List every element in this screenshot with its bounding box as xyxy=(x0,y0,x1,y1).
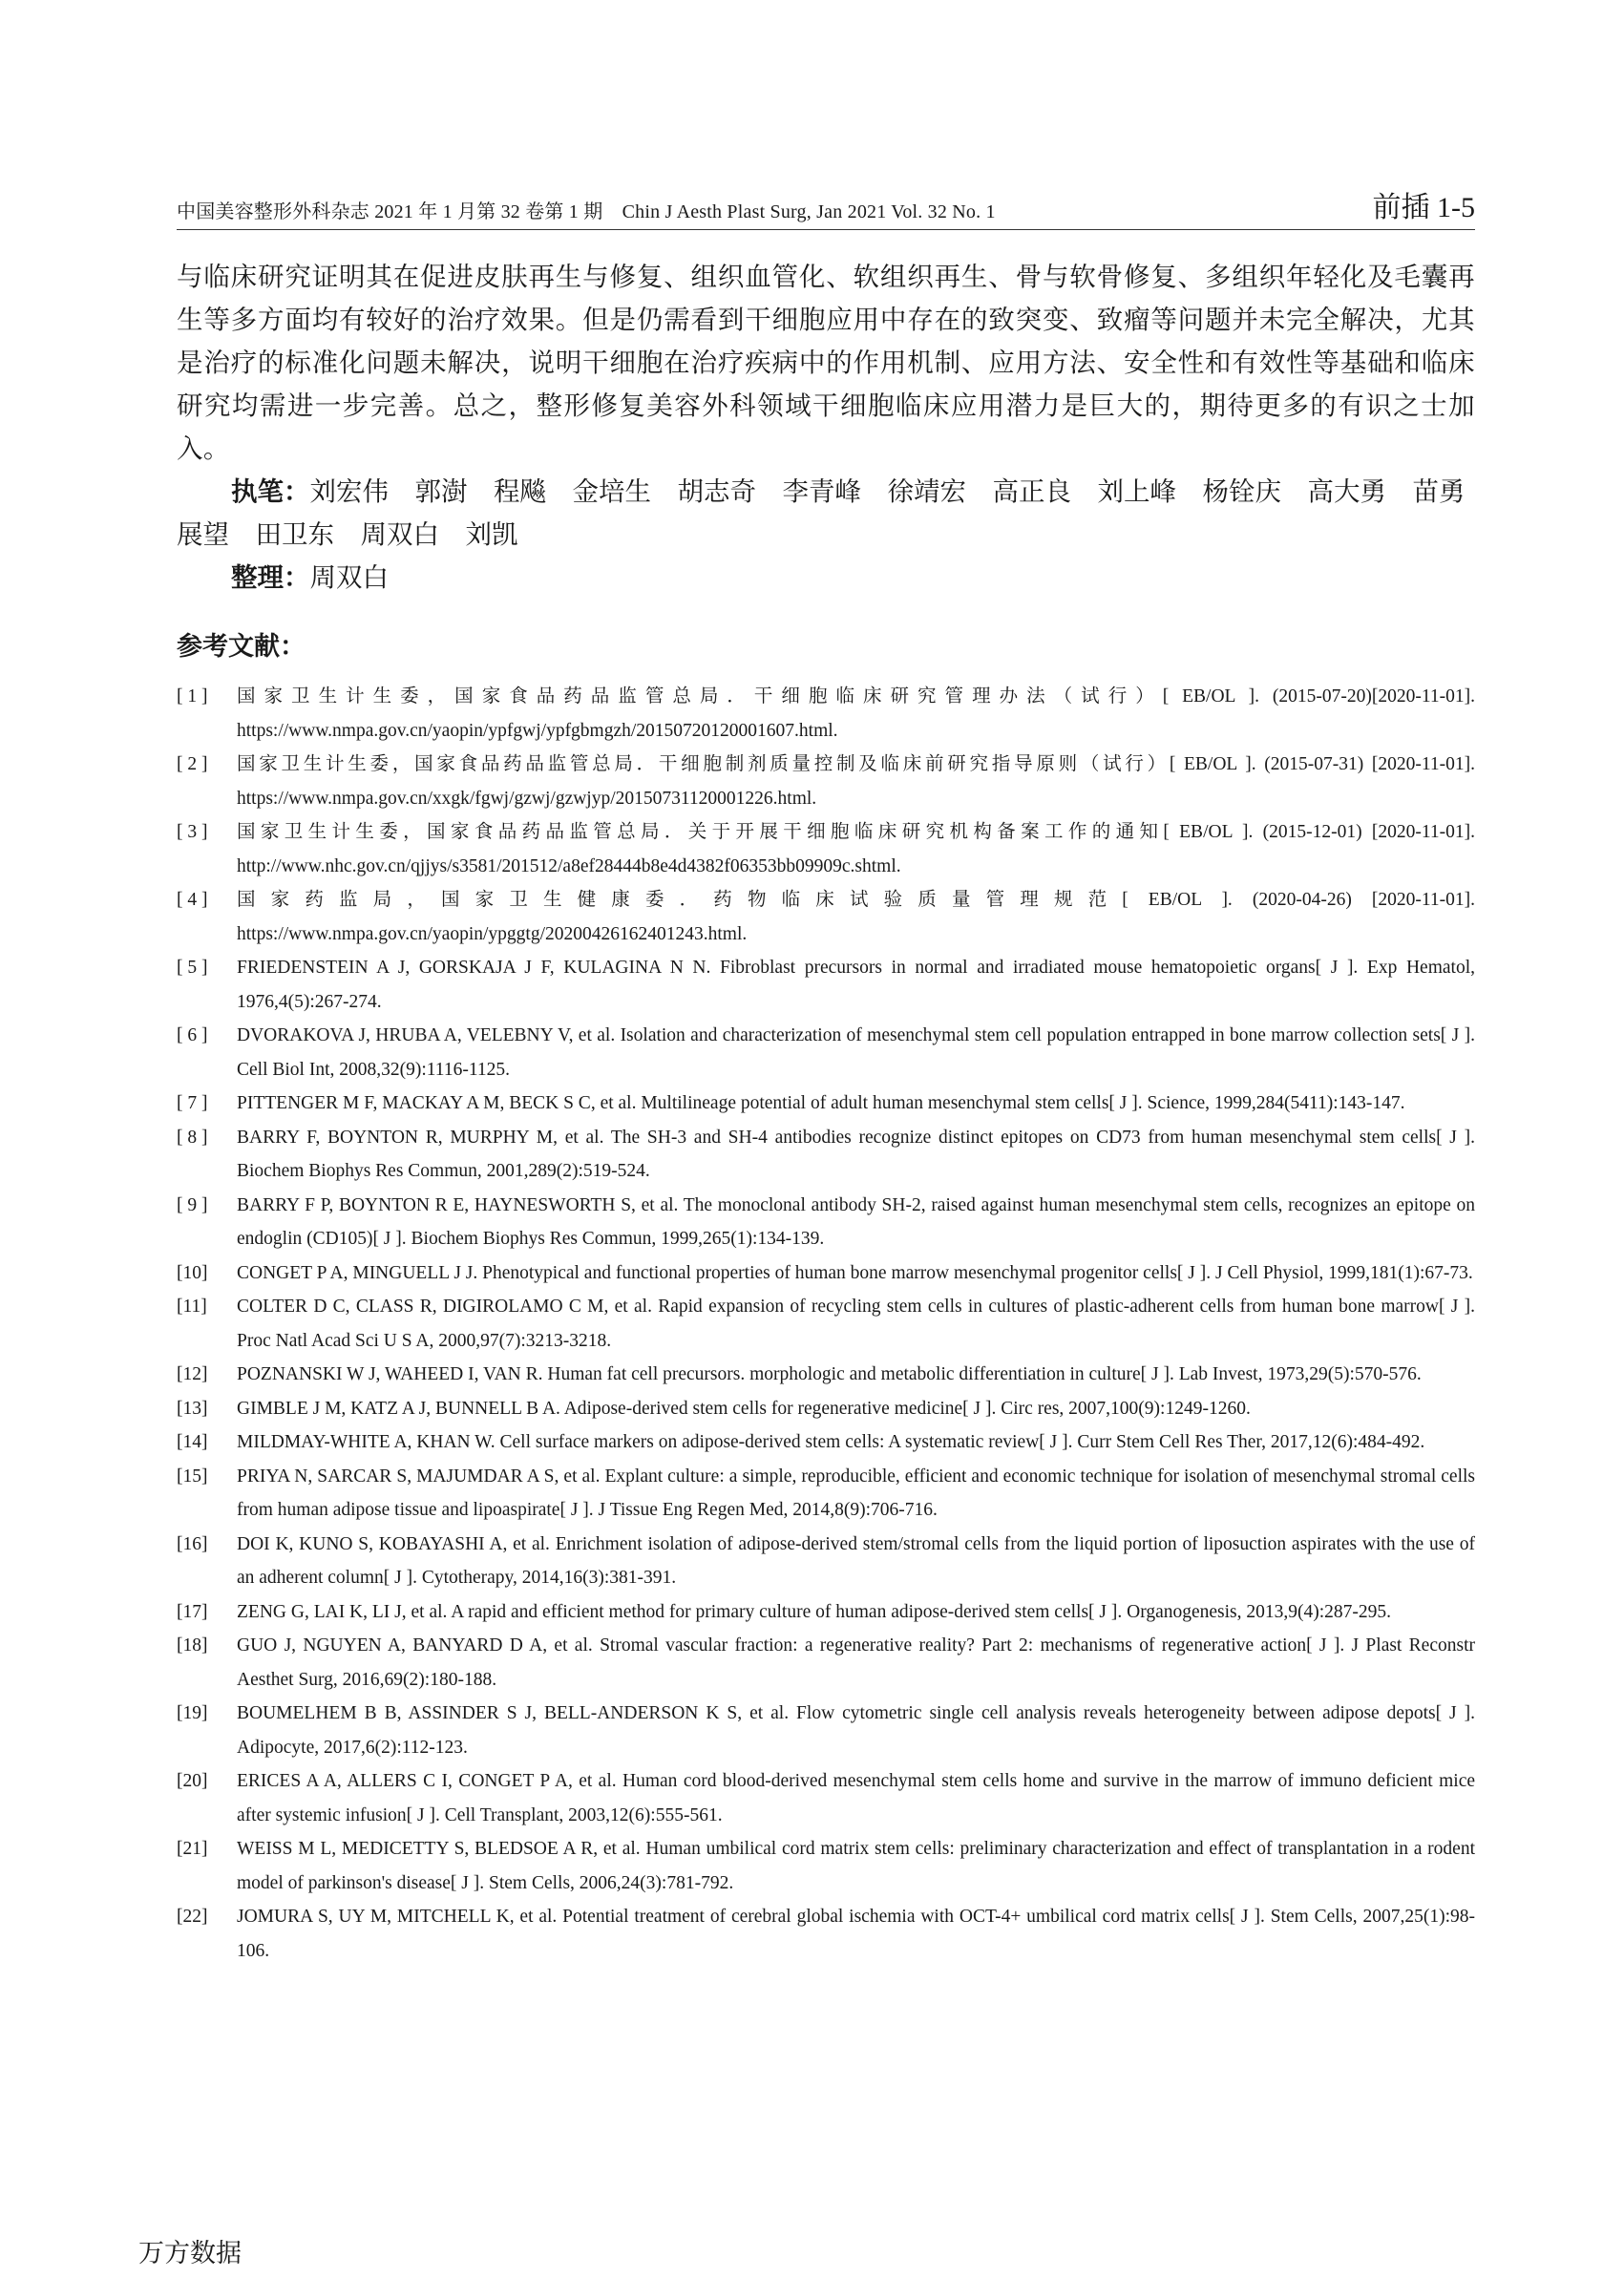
reference-item xyxy=(177,1460,1475,1528)
references-list xyxy=(177,680,1475,1968)
reference-text: MILDMAY-WHITE A, KHAN W. Cell surface markers on adipose-derived stem cells: A systematic review[ J ]. Curr Stem Cell Res Ther, 2017,12(6):484-492. xyxy=(237,1432,1425,1452)
reference-number: [12] xyxy=(177,1364,208,1384)
reference-number: [14] xyxy=(177,1432,208,1452)
reference-item xyxy=(177,1358,1475,1392)
reference-item xyxy=(177,1900,1475,1968)
journal-citation: 中国美容整形外科杂志 2021 年 1 月第 32 卷第 1 期 Chin J Aesth Plast Surg, Jan 2021 Vol. 32 No. 1 xyxy=(177,201,996,222)
reference-item xyxy=(177,815,1475,883)
reference-text: 国家卫生计生委，国家食品药品监管总局．关于开展干细胞临床研究机构备案工作的通知[ EB/OL ]. (2015-12-01) [2020-11-01]. http://www.nhc.gov.cn/qjjys/s3581/201512/a8ef28444b8e4d4382f06353bb09909c.shtml. xyxy=(237,822,1475,876)
reference-number: [15] xyxy=(177,1466,208,1487)
authors-line xyxy=(177,471,1491,557)
reference-text: ERICES A A, ALLERS C I, CONGET P A, et al. Human cord blood-derived mesenchymal stem cells home and survive in the marrow of immuno deficient mice after systemic infusion[ J ]. Cell Transplant, 2003,12(6):555-561. xyxy=(237,1771,1475,1825)
reference-item xyxy=(177,1832,1475,1900)
reference-text: FRIEDENSTEIN A J, GORSKAJA J F, KULAGINA N N. Fibroblast precursors in normal and irradiated mouse hematopoietic organs[ J ]. Exp Hematol, 1976,4(5):267-274. xyxy=(237,958,1475,1012)
reference-item xyxy=(177,1189,1475,1256)
reference-text: DVORAKOVA J, HRUBA A, VELEBNY V, et al. Isolation and characterization of mesenchymal stem cell population entrapped in bone marrow collection sets[ J ]. Cell Biol Int, 2008,32(9):1116-1125. xyxy=(237,1025,1475,1080)
reference-item xyxy=(177,883,1475,951)
reference-item xyxy=(177,1629,1475,1697)
reference-number: [19] xyxy=(177,1703,208,1723)
reference-number: [ 9 ] xyxy=(177,1194,208,1215)
reference-item xyxy=(177,1697,1475,1764)
footer-watermark: 万方数据 xyxy=(138,2239,242,2268)
reference-text: WEISS M L, MEDICETTY S, BLEDSOE A R, et al. Human umbilical cord matrix stem cells: preliminary characterization and effect of transplantation in a rodent model of parkinson's disease[ J ]. Stem Cells, 2006,24(3):781-792. xyxy=(237,1839,1475,1893)
reference-text: 国家卫生计生委，国家食品药品监管总局．干细胞制剂质量控制及临床前研究指导原则（试行）[ EB/OL ]. (2015-07-31) [2020-11-01]. https://www.nmpa.gov.cn/xxgk/fgwj/gzwj/gzwjyp/20150731120001226.html. xyxy=(237,754,1475,809)
reference-number: [ 2 ] xyxy=(177,754,208,774)
reference-number: [ 3 ] xyxy=(177,822,208,842)
reference-item xyxy=(177,1256,1475,1291)
authors-label: 执笔： xyxy=(231,476,310,507)
editor-label: 整理： xyxy=(231,562,310,593)
reference-item xyxy=(177,1764,1475,1832)
intro-paragraph: 与临床研究证明其在促进皮肤再生与修复、组织血管化、软组织再生、骨与软骨修复、多组织年轻化及毛囊再生等多方面均有较好的治疗效果。但是仍需看到干细胞应用中存在的致突变、致瘤等问题并未完全解决，尤其是治疗的标准化问题未解决，说明干细胞在治疗疾病中的作用机制、应用方法、安全性和有效性等基础和临床研究均需进一步完善。总之，整形修复美容外科领域干细胞临床应用潜力是巨大的，期待更多的有识之士加入。 xyxy=(177,262,1475,464)
reference-number: [ 8 ] xyxy=(177,1127,208,1148)
reference-text: PRIYA N, SARCAR S, MAJUMDAR A S, et al. Explant culture: a simple, reproducible, efficient and economic technique for isolation of mesenchymal stromal cells from human adipose tissue and lipoaspirate[ J ]. J Tissue Eng Regen Med, 2014,8(9):706-716. xyxy=(237,1466,1475,1520)
reference-number: [22] xyxy=(177,1907,208,1927)
reference-text: ZENG G, LAI K, LI J, et al. A rapid and efficient method for primary culture of human adipose-derived stem cells[ J ]. Organogenesis, 2013,9(4):287-295. xyxy=(237,1601,1392,1622)
reference-text: GUO J, NGUYEN A, BANYARD D A, et al. Stromal vascular fraction: a regenerative reality? Part 2: mechanisms of regenerative action[ J ]. J Plast Reconstr Aesthet Surg, 2016,69(2):180-188. xyxy=(237,1635,1475,1690)
reference-number: [17] xyxy=(177,1601,208,1622)
reference-text: 国家药监局，国家卫生健康委．药物临床试验质量管理规范[ EB/OL ]. (2020-04-26) [2020-11-01]. https://www.nmpa.gov.cn/yaopin/ypggtg/20200426162401243.html. xyxy=(237,890,1475,944)
reference-item xyxy=(177,1086,1475,1121)
reference-text: 国家卫生计生委，国家食品药品监管总局．干细胞临床研究管理办法（试行）[ EB/OL ]. (2015-07-20)[2020-11-01]. https://www.nmpa.gov.cn/yaopin/ypfgwj/ypfgbmgzh/20150720120001607.html. xyxy=(237,686,1475,741)
reference-item xyxy=(177,1528,1475,1595)
reference-number: [18] xyxy=(177,1635,208,1656)
reference-text: JOMURA S, UY M, MITCHELL K, et al. Potential treatment of cerebral global ischemia with OCT-4+ umbilical cord matrix cells[ J ]. Stem Cells, 2007,25(1):98-106. xyxy=(237,1907,1475,1961)
reference-item xyxy=(177,1595,1475,1630)
reference-number: [11] xyxy=(177,1297,207,1317)
reference-item xyxy=(177,1019,1475,1086)
reference-number: [ 5 ] xyxy=(177,958,208,978)
reference-item xyxy=(177,1425,1475,1460)
reference-item xyxy=(177,1290,1475,1358)
reference-text: POZNANSKI W J, WAHEED I, VAN R. Human fat cell precursors. morphologic and metabolic differentiation in culture[ J ]. Lab Invest, 1973,29(5):570-576. xyxy=(237,1364,1422,1384)
reference-number: [16] xyxy=(177,1533,208,1554)
editor-line xyxy=(177,557,1475,600)
reference-number: [20] xyxy=(177,1771,208,1791)
reference-text: DOI K, KUNO S, KOBAYASHI A, et al. Enrichment isolation of adipose-derived stem/stromal cells from the liquid portion of liposuction aspirates with the use of an adherent column[ J ]. Cytotherapy, 2014,16(3):381-391. xyxy=(237,1533,1475,1588)
editor-name: 周双白 xyxy=(309,562,389,593)
reference-text: PITTENGER M F, MACKAY A M, BECK S C, et al. Multilineage potential of adult human mesenchymal stem cells[ J ]. Science, 1999,284(5411):143-147. xyxy=(237,1093,1405,1113)
reference-text: GIMBLE J M, KATZ A J, BUNNELL B A. Adipose-derived stem cells for regenerative medicine[ J ]. Circ res, 2007,100(9):1249-1260. xyxy=(237,1398,1251,1419)
reference-text: BOUMELHEM B B, ASSINDER S J, BELL-ANDERSON K S, et al. Flow cytometric single cell analysis reveals heterogeneity between adipose depots[ J ]. Adipocyte, 2017,6(2):112-123. xyxy=(237,1703,1475,1758)
reference-number: [ 4 ] xyxy=(177,890,208,910)
reference-number: [13] xyxy=(177,1398,208,1419)
reference-number: [21] xyxy=(177,1839,208,1859)
reference-item xyxy=(177,1392,1475,1426)
page-number: 前插 1-5 xyxy=(1372,192,1475,223)
reference-text: BARRY F, BOYNTON R, MURPHY M, et al. The SH-3 and SH-4 antibodies recognize distinct epitopes on CD73 from human mesenchymal stem cells[ J ]. Biochem Biophys Res Commun, 2001,289(2):519-524. xyxy=(237,1127,1475,1181)
reference-number: [ 7 ] xyxy=(177,1093,208,1113)
reference-item xyxy=(177,951,1475,1019)
references-heading: 参考文献： xyxy=(177,632,306,662)
reference-text: BARRY F P, BOYNTON R E, HAYNESWORTH S, et al. The monoclonal antibody SH-2, raised against human mesenchymal stem cells, recognizes an epitope on endoglin (CD105)[ J ]. Biochem Biophys Res Commun, 1999,265(1):134-139. xyxy=(237,1194,1475,1249)
reference-item xyxy=(177,680,1475,748)
authors-names: 刘宏伟 郭澍 程飚 金培生 胡志奇 李青峰 徐靖宏 高正良 刘上峰 杨铨庆 高大勇 苗勇 展望 田卫东 周双白 刘凯 xyxy=(177,476,1491,550)
reference-text: COLTER D C, CLASS R, DIGIROLAMO C M, et al. Rapid expansion of recycling stem cells in cultures of plastic-adherent cells from human bone marrow[ J ]. Proc Natl Acad Sci U S A, 2000,97(7):3213-3218. xyxy=(237,1297,1475,1351)
reference-number: [ 6 ] xyxy=(177,1025,208,1045)
running-header xyxy=(177,191,1475,230)
reference-item xyxy=(177,748,1475,815)
reference-item xyxy=(177,1121,1475,1189)
reference-number: [10] xyxy=(177,1262,208,1283)
reference-number: [ 1 ] xyxy=(177,686,208,707)
reference-text: CONGET P A, MINGUELL J J. Phenotypical and functional properties of human bone marrow mesenchymal progenitor cells[ J ]. J Cell Physiol, 1999,181(1):67-73. xyxy=(237,1262,1473,1283)
